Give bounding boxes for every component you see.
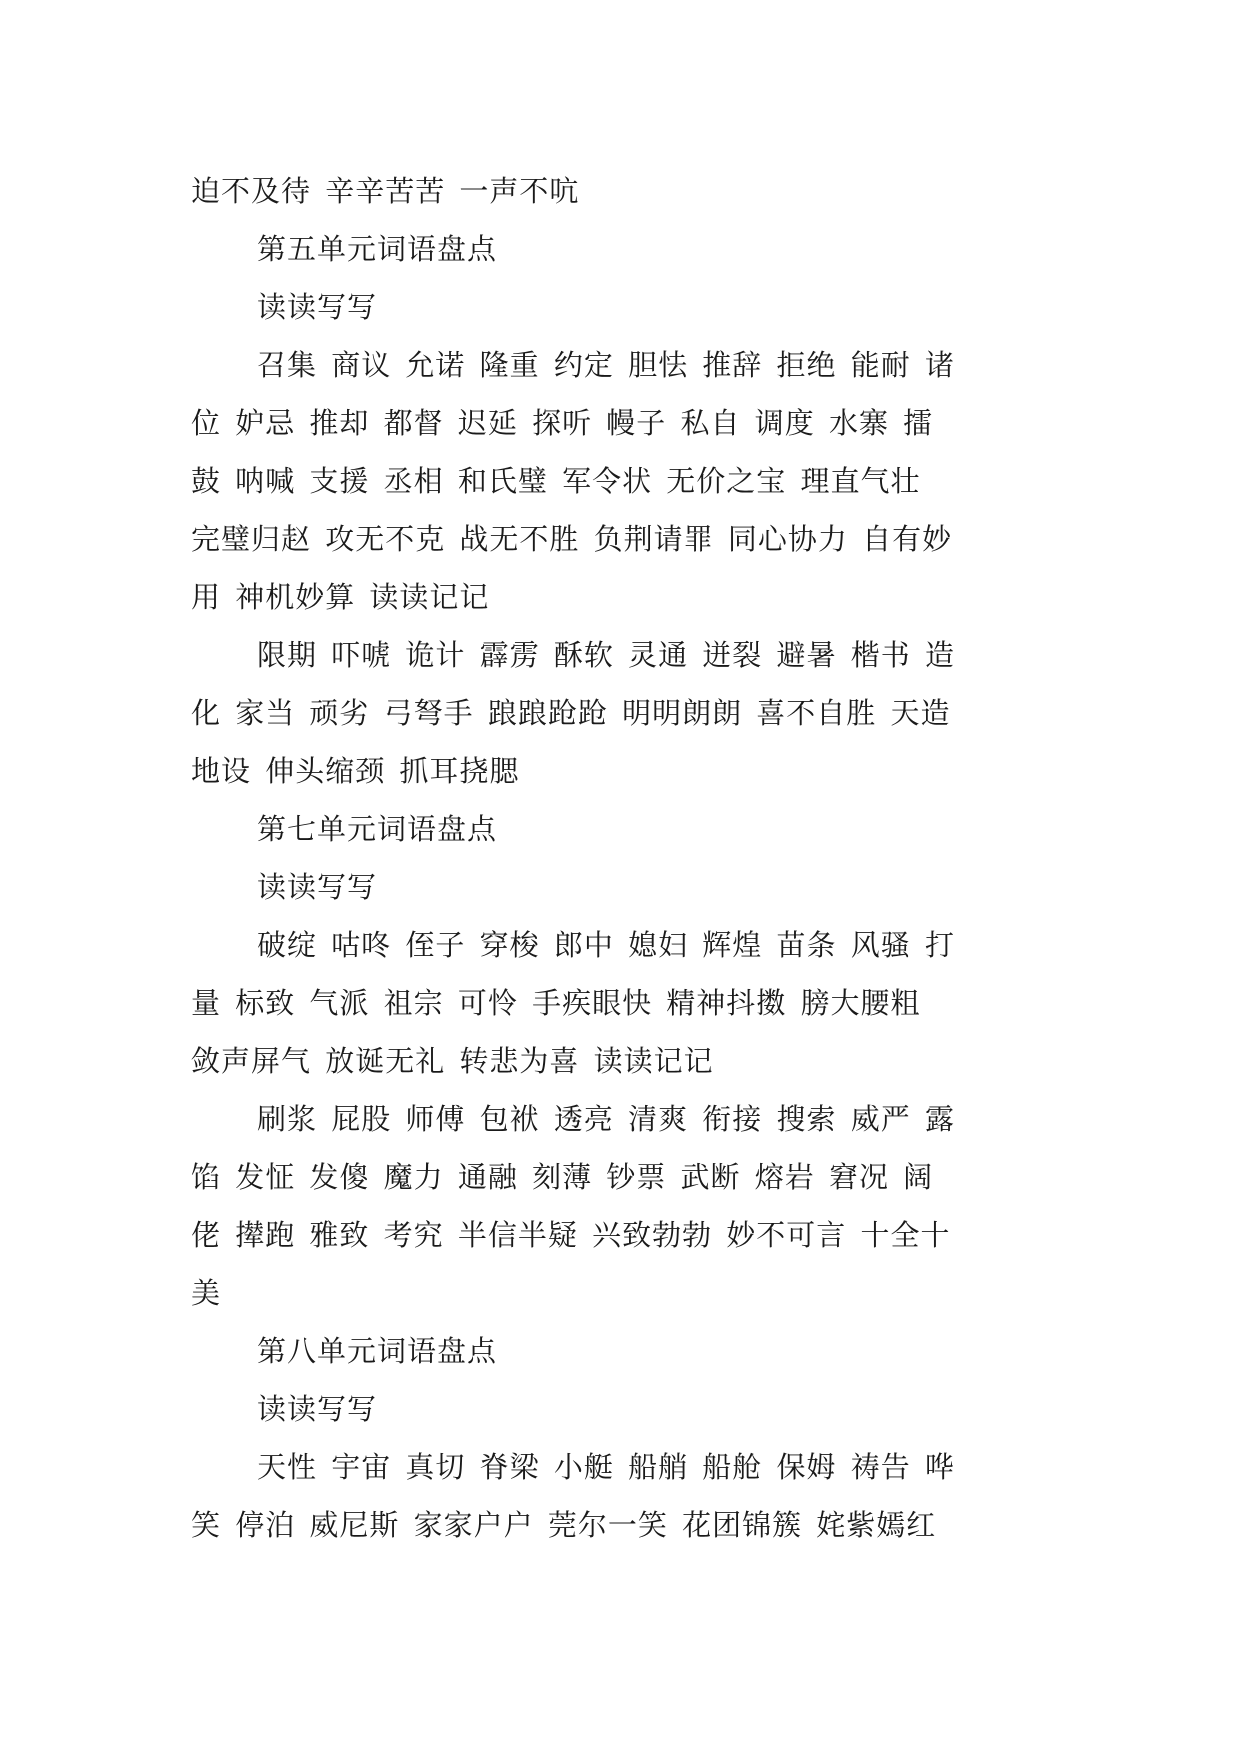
section-heading-unit-7: 第七单元词语盘点 (257, 812, 498, 846)
text-line: 限期 吓唬 诡计 霹雳 酥软 灵通 迸裂 避暑 楷书 造 (257, 638, 955, 672)
text-line: 迫不及待 辛辛苦苦 一声不吭 (191, 174, 580, 208)
text-line: 美 (191, 1276, 222, 1310)
document-page (191, 162, 1057, 1554)
text-line: 完璧归赵 攻无不克 战无不胜 负荆请罪 同心协力 自有妙 (191, 522, 953, 556)
text-line: 召集 商议 允诺 隆重 约定 胆怯 推辞 拒绝 能耐 诸 (257, 348, 955, 382)
section-heading-unit-8: 第八单元词语盘点 (257, 1334, 498, 1368)
text-line: 地设 伸头缩颈 抓耳挠腮 (191, 754, 520, 788)
text-line: 用 神机妙算 读读记记 (191, 580, 490, 614)
subheading-read-write: 读读写写 (257, 870, 378, 904)
text-line: 笑 停泊 威尼斯 家家户户 莞尔一笑 花团锦簇 姹紫嫣红 (191, 1508, 937, 1542)
text-line: 馅 发怔 发傻 魔力 通融 刻薄 钞票 武断 熔岩 窘况 阔 (191, 1160, 934, 1194)
text-line: 刷浆 屁股 师傅 包袱 透亮 清爽 衔接 搜索 威严 露 (257, 1102, 955, 1136)
subheading-read-write: 读读写写 (257, 290, 378, 324)
text-line: 佬 撵跑 雅致 考究 半信半疑 兴致勃勃 妙不可言 十全十 (191, 1218, 951, 1252)
text-line: 位 妒忌 推却 都督 迟延 探听 幔子 私自 调度 水寨 擂 (191, 406, 934, 440)
text-line: 鼓 呐喊 支援 丞相 和氏璧 军令状 无价之宝 理直气壮 (191, 464, 921, 498)
subheading-read-write: 读读写写 (257, 1392, 378, 1426)
text-line: 破绽 咕咚 侄子 穿梭 郎中 媳妇 辉煌 苗条 风骚 打 (257, 928, 955, 962)
section-heading-unit-5: 第五单元词语盘点 (257, 232, 498, 266)
text-line: 敛声屏气 放诞无礼 转悲为喜 读读记记 (191, 1044, 714, 1078)
text-line: 量 标致 气派 祖宗 可怜 手疾眼快 精神抖擞 膀大腰粗 (191, 986, 921, 1020)
text-line: 天性 宇宙 真切 脊梁 小艇 船艄 船舱 保姆 祷告 哗 (257, 1450, 955, 1484)
text-line: 化 家当 顽劣 弓弩手 踉踉跄跄 明明朗朗 喜不自胜 天造 (191, 696, 951, 730)
